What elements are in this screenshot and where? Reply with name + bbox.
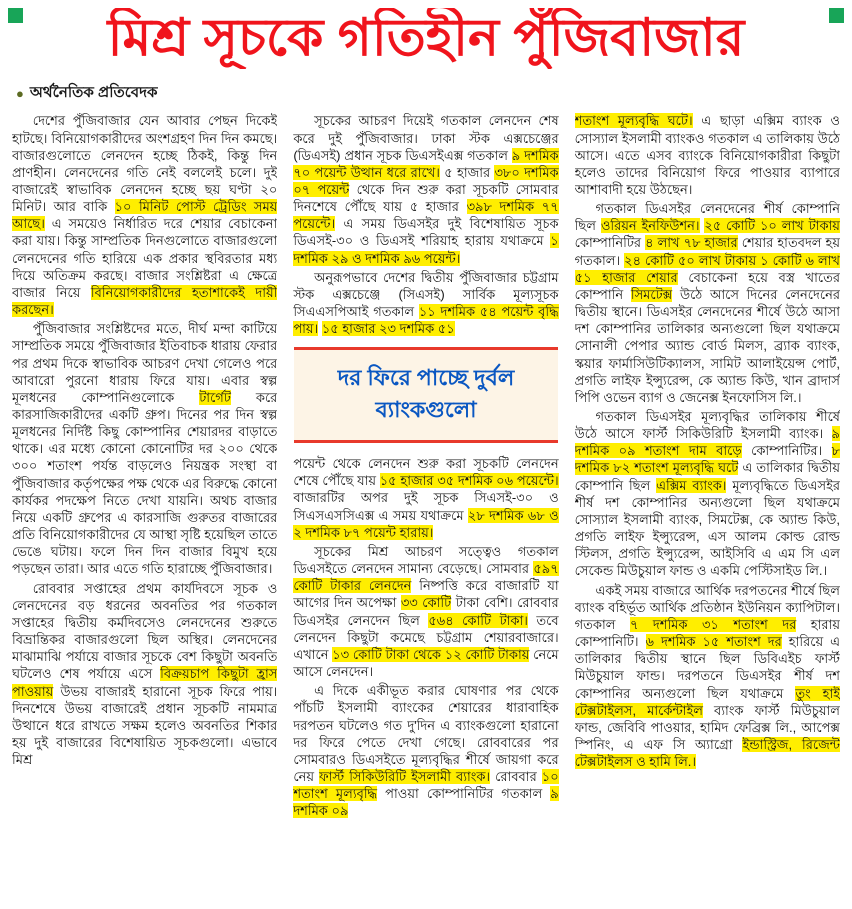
paragraph: একই সময় বাজারে আর্থিক দরপতনের শীর্ষে ছিল ব্যাংক বহির্ভূত আর্থিক প্রতিষ্ঠান ইউনিয়ন ক্যাপিটাল। গতকাল ৭ দশমিক ৩১ শতাংশ দর হারায় কোম্পানিটি। ৬ দশমিক ১৫ শতাংশ দর হারিয়ে এ তালিকার দ্বিতীয় স্থানে ছিল ডিবিএইচ ফার্স্ট মিউচুয়াল ফান্ড। দরপতনে ডিএসইর শীর্ষ দশ কোম্পানির অন্যগুলো ছিল যথাক্রমে তুং হাই টেক্সটাইলস, মার্কেন্টাইল ব্যাংক ফার্স্ট মিউচুয়াল ফান্ড, জেবিবি পাওয়ার, হামিদ ফেব্রিক্স লি., আপেক্স স্পিনিং, এ এফ সি অ্যাগ্রো ইন্ডাস্ট্রিজ, রিজেন্ট টেক্সটাইলস ও হামি লি.।: [574, 582, 840, 770]
paragraph: গতকাল ডিএসইর মূল্যবৃদ্ধির তালিকায় শীর্ষে উঠে আসে ফার্স্ট সিকিউরিটি ইসলামী ব্যাংক। ৯ দশমিক ০৯ শতাংশ দাম বাড়ে কোম্পানিটির। ৮ দশমিক ৮২ শতাংশ মূল্যবৃদ্ধি ঘটে এ তালিকার দ্বিতীয় কোম্পানি ছিল এক্সিম ব্যাংক। মূল্যবৃদ্ধিতে ডিএসইর শীর্ষ দশ কোম্পানির অন্যগুলো ছিল যথাক্রমে সোস্যাল ইসলামী ব্যাংক, সিমটেক্স, কে অ্যান্ড কিউ, প্রগতি লাইফ ইন্স্যুরেন্স, এস আলম কোল্ড রোল্ড স্টিলস, প্রগতি ইন্স্যুরেন্স, আইসিবি এ এম সি এল সেকেন্ড মিউচুয়াল ফান্ড ও একমি পেস্টিসাইড লি.।: [574, 409, 840, 579]
paragraph: সূচকের মিশ্র আচরণ সত্ত্বেও গতকাল ডিএসইতে লেনদেন সামান্য বেড়েছে। সোমবার ৫৯৭ কোটি টাকার লেনদেন নিষ্পত্তি করে বাজারটি যা আগের দিন অপেক্ষা ৩৩ কোটি টাকা বেশি। রোববার ডিএসইর লেনদেন ছিল ৫৬৪ কোটি টাকা। তবে লেনদেন কিছুটা কমেছে চট্টগ্রাম শেয়ারবাজারে। এখানে ১৩ কোটি টাকা থেকে ১২ কোটি টাকায় নেমে আসে লেনদেন।: [293, 543, 559, 680]
paragraph: শতাংশ মূল্যবৃদ্ধি ঘটে। এ ছাড়া এক্সিম ব্যাংক ও সোস্যাল ইসলামী ব্যাংকও গতকাল এ তালিকায় উঠে আসে। এতে এসব ব্যাংকে বিনিয়োগকারীরা কিছুটা হলেও তাদের বিনিয়োগ ফিরে পাওয়ার ব্যাপারে আশাবাদী হয়ে উঠছেন।: [574, 113, 840, 197]
corner-mark-right-icon: [829, 8, 844, 23]
byline-bullet-icon: ●: [16, 86, 24, 102]
paragraph: পয়েন্ট থেকে লেনদেন শুরু করা সূচকটি লেনদেন শেষে পৌঁছে যায় ১৫ হাজার ৩৫ দশমিক ০৬ পয়েন্টে। বাজারটির অপর দুই সূচক সিএসই-৩০ ও সিএসএসসিএক্স এ সময় যথাক্রমে ২৮ দশমিক ৬৮ ও ২ দশমিক ৮৭ পয়েন্ট হারায়।: [293, 456, 559, 540]
paragraph: পুঁজিবাজার সংশ্লিষ্টদের মতে, দীর্ঘ মন্দা কাটিয়ে সাম্প্রতিক সময়ে পুঁজিবাজার ইতিবাচক ধারায় ফেরার পর প্রথম দিকে স্বাভাবিক আচরণ দেখা গেলেও পরে আবারো পুরনো ধারায় ফিরে যায়। এবার স্বল্প মূলধনের কোম্পানিগুলোকে টার্গেট করে কারসাজিকারীদের একটি গ্রুপ। দিনের পর দিন স্বল্প মূলধনের নির্দিষ্ট কিছু কোম্পানির শেয়ারদর বাড়াতে থাকে। এর মধ্যে কোনো কোনোটির দর ২০০ থেকে ৩০০ শতাংশ পর্যন্ত বাড়লেও নিয়ন্ত্রক সংস্থা বা পুঁজিবাজার কর্তৃপক্ষের পক্ষ থেকে এর বিরুদ্ধে কোনো কার্যকর পদক্ষেপ নিতে দেখা যায়নি। অথচ বাজার নিয়ে একটি গ্রুপের এ কারসাজি গুরুতর বাজারের প্রতি বিনিয়োগকারীদের যে আস্থা সৃষ্টি হয়েছিল তাতে ভেঙে ঘটায়। ফলে দিন দিন বাজার বিমুখ হয়ে পড়ছেন তারা। আর এতে গতি হারাচ্ছে পুঁজিবাজার।: [12, 321, 278, 577]
callout-line-1: দর ফিরে পাচ্ছে দুর্বল: [337, 365, 515, 391]
paragraph: সূচকের আচরণ দিয়েই গতকাল লেনদেন শেষ করে দুই পুঁজিবাজার। ঢাকা স্টক এক্সচেঞ্জের (ডিএসই) প্রধান সূচক ডিএসইএক্স গতকাল ৯ দশমিক ৭০ পয়েন্ট উত্থান ধরে রাখে। ৫ হাজার ৩৮০ দশমিক ০৭ পয়েন্ট থেকে দিন শুরু করা সূচকটি সোমবার দিনশেষে পৌঁছে যায় ৫ হাজার ৩৯৮ দশমিক ৭৭ পয়েন্টে। এ সময় ডিএসইর দুই বিশেষায়িত সূচক ডিএসই-৩০ ও ডিএসই শরিয়াহ হারায় যথাক্রমে ১ দশমিক ২৯ ও দশমিক ৯৬ পয়েন্ট।: [293, 113, 559, 266]
paragraph: অনুরূপভাবে দেশের দ্বিতীয় পুঁজিবাজার চট্টগ্রাম স্টক এক্সচেঞ্জে (সিএসই) সার্বিক মূল্যসূচক সিএএসপিআই গতকাল ১১ দশমিক ৫৪ পয়েন্ট বৃদ্ধি পায়। ১৫ হাজার ২৩ দশমিক ৫১: [293, 269, 559, 337]
column-3: [575, 112, 840, 894]
paragraph: গতকাল ডিএসইর লেনদেনের শীর্ষ কোম্পানি ছিল ওরিয়ন ইনফিউশন। ২৫ কোটি ১০ লাখ টাকায় কোম্পানিটির ৪ লাখ ৭৮ হাজার শেয়ার হাতবদল হয় গতকাল। ২৪ কোটি ৫০ লাখ টাকায় ১ কোটি ৬ লাখ ৫১ হাজার শেয়ার বেচাকেনা হয়ে বস্ত্র খাতের কোম্পানি সিমটেক্স উঠে আসে দিনের লেনদেনের দ্বিতীয় স্থানে। ডিএসইর লেনদেনের শীর্ষে উঠে আসা দশ কোম্পানির তালিকার অন্যগুলো ছিল যথাক্রমে সোনালী পেপার অ্যান্ড বোর্ড মিলস, ব্র্যাক ব্যাংক, স্কয়ার ফার্মাসিউটিক্যালস, সামিট আলাইয়েন্স পোর্ট, প্রগতি লাইফ ইন্স্যুরেন্স, কে অ্যান্ড কিউ, খান ব্রাদার্স পিপি ওভেন ব্যাগ ও জেনেক্স ইনফোসিস লি.।: [574, 201, 840, 405]
column-2: [293, 112, 558, 894]
paragraph: দেশের পুঁজিবাজার যেন আবার পেছন দিকেই হাটছে। বিনিয়োগকারীদের অংশগ্রহণ দিন দিন কমছে। বাজারগুলোতে লেনদেন হচ্ছে ঠিকই, কিন্তু দিন প্রাণহীন। লেনদেনের গতি নেই বললেই চলে। দুই বাজারেই স্বাভাবিক লেনদেন হচ্ছে ছয় ঘণ্টা ২০ মিনিট। আর বাকি ১০ মিনিট পোস্ট ট্রেডিং সময় আছে। এ সময়েও নির্ধারিত দরে শেয়ার বেচাকেনা করা যায়। কিন্তু সাম্প্রতিক দিনগুলোতে বাজারগুলো লেনদেনের গতি হারিয়ে এক প্রকার স্থবিরতার মধ্য দিয়ে অতিক্রম করছে। বাজার সংশ্লিষ্টরা এ ক্ষেত্রে বাজার নিয়ে বিনিয়োগকারীদের হতাশাকেই দায়ী করছেন।: [12, 113, 278, 318]
article-headline: মিশ্র সূচকে গতিহীন পুঁজিবাজার: [107, 9, 745, 67]
callout-line-2: ব্যাংকগুলো: [375, 397, 477, 423]
column-1: [12, 112, 277, 894]
byline-text: অর্থনৈতিক প্রতিবেদক: [29, 84, 158, 102]
callout-box: [294, 347, 557, 443]
paragraph: এ দিকে একীভূত করার ঘোষণার পর থেকে পাঁচটি ইসলামী ব্যাংকের শেয়ারের ধারাবাহিক দরপতন ঘটলেও গত দু'দিন এ ব্যাংকগুলো হারানো দর ফিরে পেতে দেখা গেছে। রোববারের পর সোমবারও ডিএসইতে মূল্যবৃদ্ধির শীর্ষে জায়গা করে নেয় ফার্স্ট সিকিউরিটি ইসলামী ব্যাংক। রোববার ১০ শতাংশ মূল্যবৃদ্ধি পাওয়া কোম্পানিটির গতকাল ৯ দশমিক ০৯: [293, 683, 559, 819]
corner-mark-left-icon: [8, 8, 23, 23]
byline: [16, 81, 840, 106]
article-columns: [12, 112, 840, 894]
paragraph: রোববার সপ্তাহের প্রথম কার্যদিবসে সূচক ও লেনদেনের বড় ধরনের অবনতির পর গতকাল সপ্তাহের দ্বিতীয় কর্মদিবসেও লেনদেনের শুরুতে বিভ্রান্তিকর বাজারগুলো ছিল অস্থির। লেনদেনের মাঝামাঝি পর্যায়ে বাজার সূচকে বেশ কিছুটা অবনতি ঘটলেও শেষ পর্যায়ে এসে বিক্রয়চাপ কিছুটা হ্রাস পাওয়ায় উভয় বাজারই হারানো সূচক ফিরে পায়। দিনশেষে উভয় বাজারেই প্রধান সূচকটি নামমাত্র উত্থানে ধরে রাখতে সক্ষম হলেও অবনতির শিকার হয় দুই বাজারের বিশেষায়িত সূচকগুলো। এভাবে মিশ্র: [12, 580, 278, 768]
